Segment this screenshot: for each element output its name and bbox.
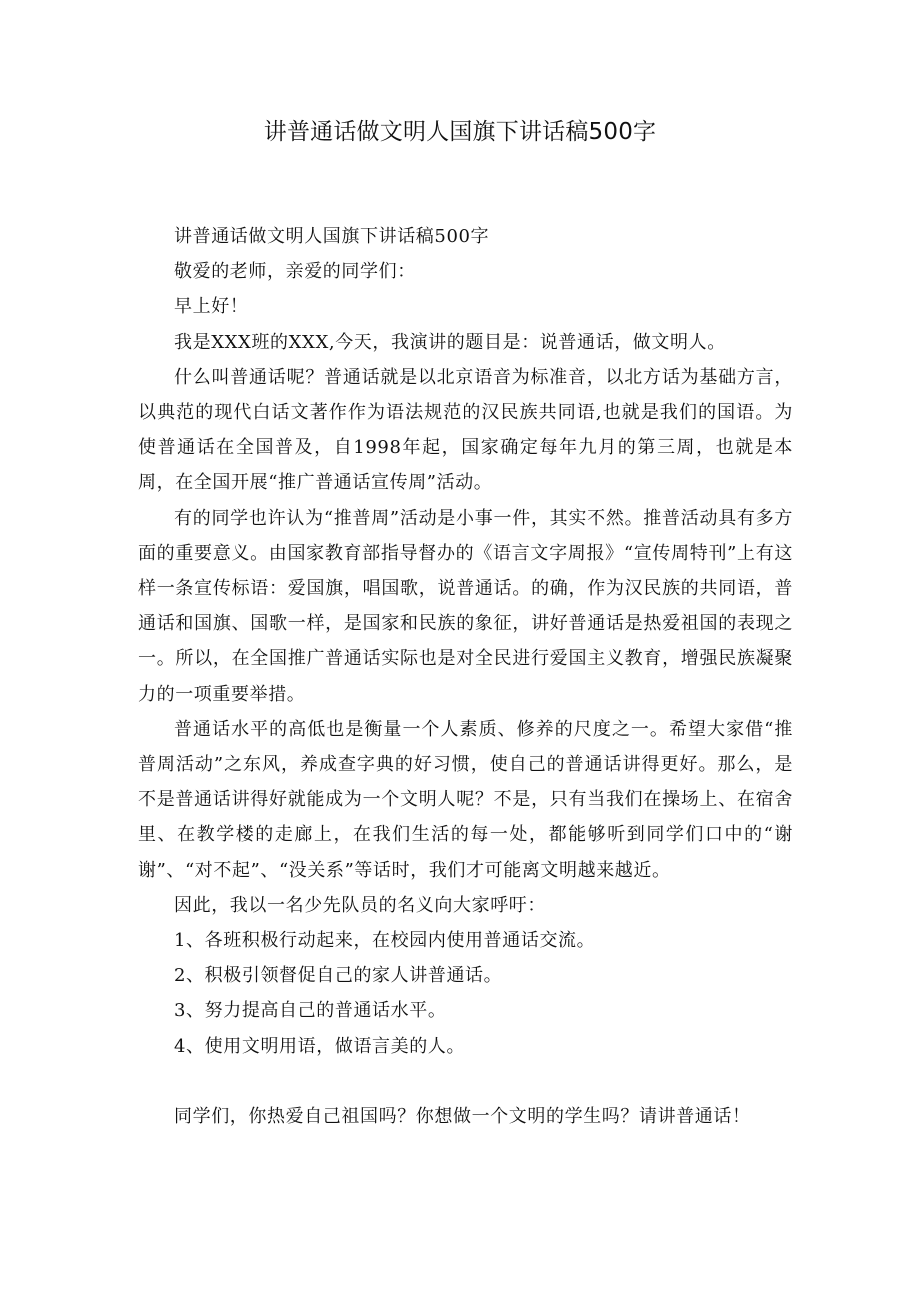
paragraph-closing: 同学们，你热爱自己祖国吗？你想做一个文明的学生吗？请讲普通话！ bbox=[174, 1105, 751, 1127]
document-title: 讲普通话做文明人国旗下讲话稿500字 bbox=[263, 119, 657, 145]
list-item-appeal-3: 3、努力提高自己的普通话水平。 bbox=[174, 1000, 447, 1022]
document-body bbox=[138, 219, 793, 1134]
paragraph-appeal: 因此，我以一名少先队员的名义向大家呼吁： bbox=[174, 894, 546, 916]
list-item-appeal-4: 4、使用文明用语，做语言美的人。 bbox=[174, 1035, 466, 1057]
paragraph-subtitle: 讲普通话做文明人国旗下讲话稿500字 bbox=[174, 226, 490, 247]
paragraph-salutation: 敬爱的老师，亲爱的同学们： bbox=[174, 261, 416, 283]
list-item-appeal-1: 1、各班积极行动起来，在校园内使用普通话交流。 bbox=[174, 930, 596, 952]
paragraph-spacer bbox=[138, 1064, 793, 1099]
paragraph-introduction: 我是XXX班的XXX,今天，我演讲的题目是：说普通话，做文明人。 bbox=[174, 331, 726, 353]
paragraph-significance: 有的同学也许认为“推普周”活动是小事一件，其实不然。推普活动具有多方面的重要意义。由国家教育部指导督办的《语言文字周报》“宣传周特刊”上有这样一条宣传标语：爱国旗，唱国歌，说普通话。的确，作为汉民族的共同语，普通话和国旗、国歌一样，是国家和民族的象征，讲好普通话是热爱祖国的表现之一。所以，在全国推广普通话实际也是对全民进行爱国主义教育，增强民族凝聚力的一项重要举措。 bbox=[138, 507, 793, 705]
paragraph-civility: 普通话水平的高低也是衡量一个人素质、修养的尺度之一。希望大家借“推普周活动”之东风，养成查字典的好习惯，使自己的普通话讲得更好。那么，是不是普通话讲得好就能成为一个文明人呢？不是，只有当我们在操场上、在宿舍里、在教学楼的走廊上，在我们生活的每一处，都能够听到同学们口中的“谢谢”、“对不起”、“没关系”等话时，我们才可能离文明越来越近。 bbox=[138, 718, 793, 881]
paragraph-greeting: 早上好！ bbox=[174, 296, 249, 318]
list-item-appeal-2: 2、积极引领督促自己的家人讲普通话。 bbox=[174, 965, 503, 987]
paragraph-definition: 什么叫普通话呢？普通话就是以北京语音为标准音，以北方话为基础方言，以典范的现代白话文著作作为语法规范的汉民族共同语,也就是我们的国语。为使普通话在全国普及，自1998年起，国家确定每年九月的第三周，也就是本周，在全国开展“推广普通话宣传周”活动。 bbox=[138, 366, 793, 494]
